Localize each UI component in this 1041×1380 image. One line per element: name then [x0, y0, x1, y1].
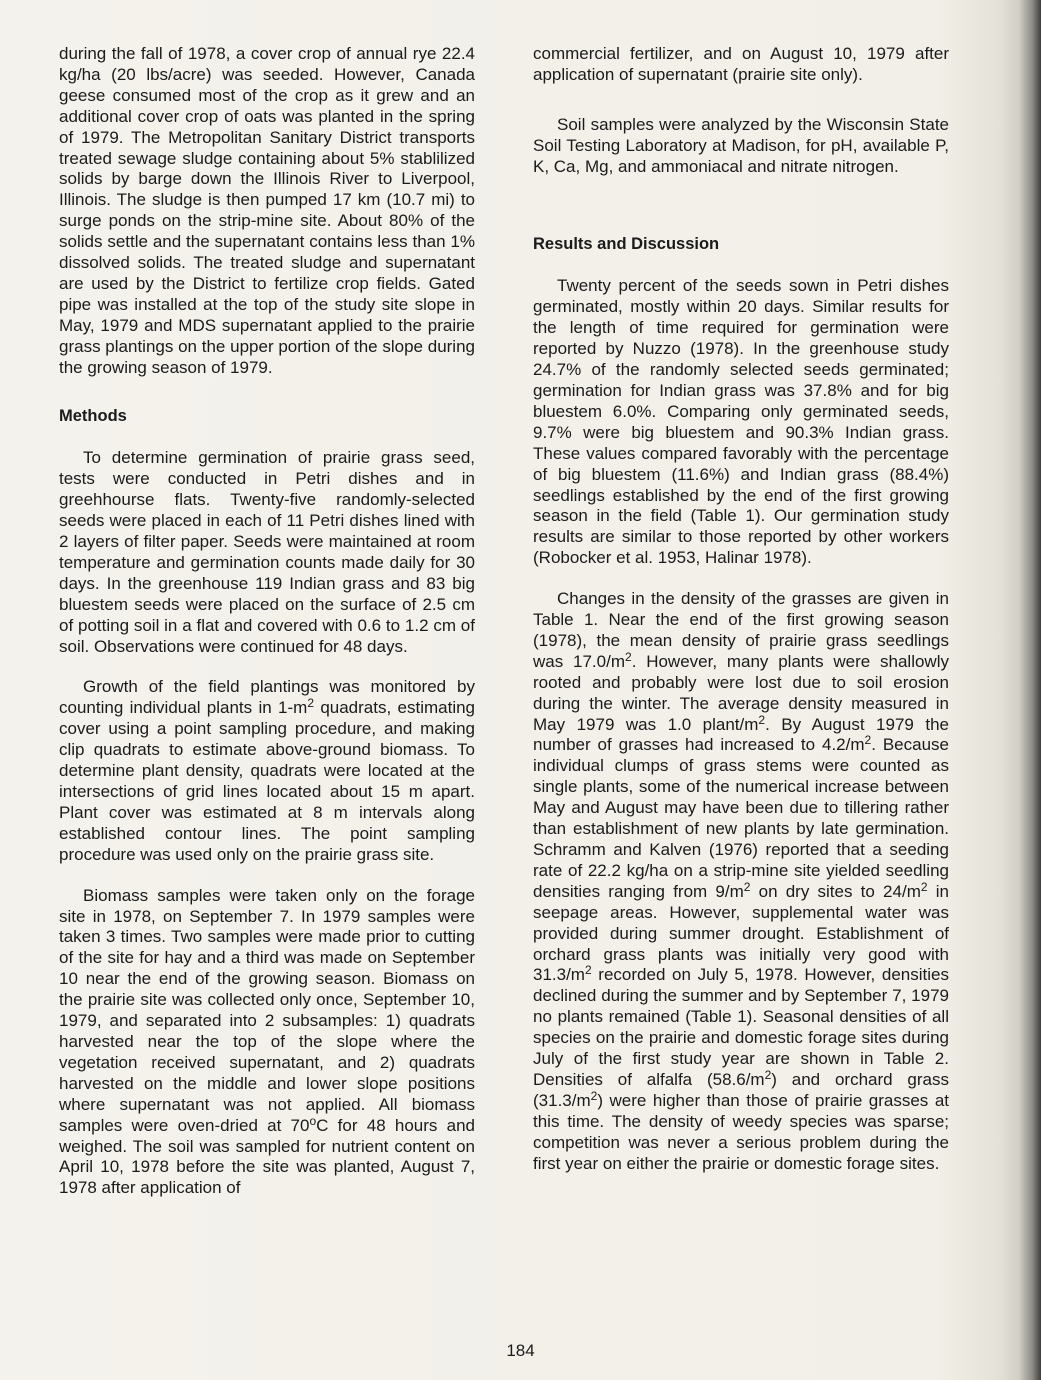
- right-column: [533, 44, 949, 1175]
- right-paragraph-1: commercial fertilizer, and on August 10, 1979 after application of supernatant (prairie site only).: [533, 44, 949, 84]
- page-number: 184: [506, 1341, 535, 1360]
- left-paragraph-4: Biomass samples were taken only on the forage site in 1978, on September 7. In 1979 samples were taken 3 times. Two samples were made prior to cutting of the site for hay and a third was made on September 10 near the end of the growing season. Biomass on the prairie site was collected only once, September 10, 1979, and separated into 2 subsamples: 1) quadrats harvested near the top of the slope where the vegetation received supernatant, and 2) quadrats harvested on the middle and lower slope positions where supernatant was not applied. All biomass samples were oven-dried at 70$^o$C for 48 hours and weighed. The soil was sampled for nutrient content on April 10, 1978 before the site was planted, August 7, 1978 after application of: [59, 885, 475, 1198]
- page-edge-shadow: [1019, 0, 1041, 1380]
- right-paragraph-2: Soil samples were analyzed by the Wisconsin State Soil Testing Laboratory at Madison, for pH, available P, K, Ca, Mg, and ammoniacal and nitrate nitrogen.: [533, 114, 949, 176]
- left-paragraph-2: To determine germination of prairie grass seed, tests were conducted in Petri dishes and in greehhourse flats. Twenty-five randomly-selected seeds were placed in each of 11 Petri dishes lined with 2 layers of filter paper. Seeds were maintained at room temperature and germination counts made daily for 30 days. In the greenhouse 119 Indian grass and 83 big bluestem seeds were placed on the surface of 2.5 cm of potting soil in a flat and covered with 0.6 to 1.2 cm of soil. Observations were continued for 48 days.: [59, 448, 475, 656]
- left-paragraph-1: during the fall of 1978, a cover crop of annual rye 22.4 kg/ha (20 lbs/acre) was seeded. However, Canada geese consumed most of the crop as it grew and an additional cover crop of oats was planted in the spring of 1979. The Metropolitan Sanitary District transports treated sewage sludge containing about 5% stablilized solids by barge down the Illinois River to Liverpool, Illinois. The sludge is then pumped 17 km (10.7 mi) to surge ponds on the strip-mine site. About 80% of the solids settle and the supernatant contains less than 1% dissolved solids. The treated sludge and supernatant are used by the District to fertilize crop fields. Gated pipe was installed at the top of the study site slope in May, 1979 and MDS supernatant applied to the prairie grass plantings on the upper portion of the slope during the growing season of 1979.: [59, 44, 475, 377]
- results-heading: Results and Discussion: [533, 234, 720, 253]
- right-paragraph-4: Changes in the density of the grasses are given in Table 1. Near the end of the first growing season (1978), the mean density of prairie grass seedlings was $17.0/m^2$. However, many plants were shallowly rooted and probably were lost due to soil erosion during the winter. The average density measured in May 1979 was 1.0 plant/$m^2$. By August 1979 the number of grasses had increased to $4.2/m^2$. Because individual clumps of grass stems were counted as single plants, some of the numerical increase between May and August may have been due to tillering rather than establishment of new plants by late germination. Schramm and Kalven (1976) reported that a seeding rate of 22.2 kg/ha on a strip-mine site yielded seedling densities ranging from $9/m^2$ on dry sites to $24/m^2$ in seepage areas. However, supplemental water was provided during summer drought. Establishment of orchard grass plants was initially very good with $31.3/m^2$ recorded on July 5, 1978. However, densities declined during the summer and by September 7, 1979 no plants remained (Table 1). Seasonal densities of all species on the prairie and domestic forage sites during July of the first study year are shown in Table 2. Densities of alfalfa $(58.6/m^2)$ and orchard grass $(31.3/m^2)$ were higher than those of prairie grasses at this time. The density of weedy species was sparse; competition was never a serious problem during the first year on either the prairie or domestic forage sites.: [533, 589, 950, 1173]
- left-paragraph-3: Growth of the field plantings was monitored by counting individual plants in $1-m^2$ quadrats, estimating cover using a point sampling procedure, and making clip quadrats to estimate above-ground biomass. To determine plant density, quadrats were located at the intersections of grid lines located about 15 m apart. Plant cover was estimated at 8 m intervals along established contour lines. The point sampling procedure was used only on the prairie grass site.: [59, 677, 475, 864]
- left-column: [59, 44, 475, 1199]
- right-paragraph-3: Twenty percent of the seeds sown in Petri dishes germinated, mostly within 20 days. Similar results for the length of time required for germination were reported by Nuzzo (1978). In the greenhouse study 24.7% of the randomly selected seeds germinated; germination for Indian grass was 37.8% and for big bluestem 6.0%. Comparing only germinated seeds, 9.7% were big bluestem and 90.3% Indian grass. These values compared favorably with the percentage of big bluestem (11.6%) and Indian grass (88.4%) seedlings established by the end of the first growing season in the field (Table 1). Our germination study results are similar to those reported by other workers (Robocker et al. 1953, Halinar 1978).: [533, 276, 949, 568]
- methods-heading: Methods: [59, 406, 127, 425]
